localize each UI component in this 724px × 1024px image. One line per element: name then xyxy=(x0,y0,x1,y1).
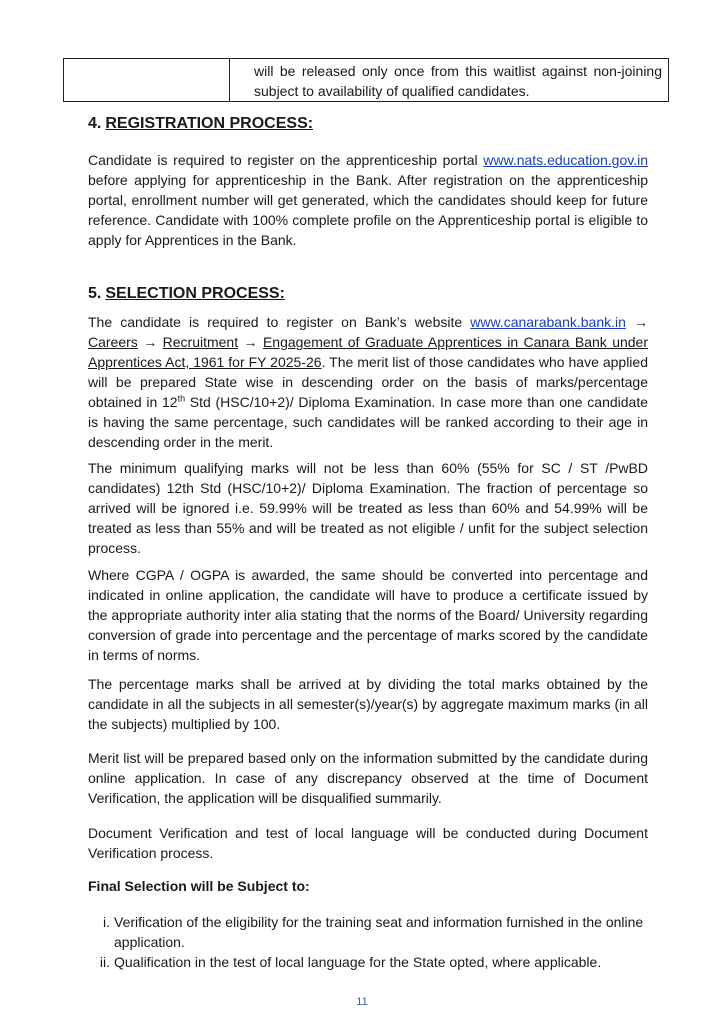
selection-heading xyxy=(88,284,648,304)
registration-paragraph xyxy=(88,150,648,250)
selection-paragraph-2: The minimum qualifying marks will not be less than 60% (55% for SC / ST /PwBD candidates) 12th Std (HSC/10+2)/ Diploma Examination. The fraction of percentage so arrived will be ignored i.e. 59.99% will be treated as less than 60% and 54.99% will be treated as less than 55% and will be treated as not eligible / unfit for the subject selection process. xyxy=(88,460,648,556)
list-item-text: Verification of the eligibility for the training seat and information furnished in the online application. xyxy=(114,914,644,950)
list-item-text: Qualification in the test of local language for the State opted, where applicable. xyxy=(114,954,602,970)
list-item xyxy=(88,952,648,972)
text: The candidate is required to register on Bank’s website xyxy=(88,314,471,330)
section-number: 5. xyxy=(88,285,102,302)
engagement-link[interactable]: Engagement of Graduate Apprentices in Canara Bank under Apprentices Act, 1961 for FY 2025-26 xyxy=(88,334,649,370)
nats-portal-link[interactable]: www.nats.education.gov.in xyxy=(483,152,648,168)
final-selection xyxy=(88,876,648,896)
selection-paragraph-4: The percentage marks shall be arrived at by dividing the total marks obtained by the candidate in all the subjects in all semester(s)/year(s) by aggregate maximum marks (in all the subjects) multiplied by 100. xyxy=(88,676,648,732)
table-cell-empty xyxy=(64,59,230,102)
selection-body xyxy=(88,312,648,452)
section-title: SELECTION PROCESS: xyxy=(105,285,285,302)
final-selection-list xyxy=(88,912,648,972)
recruitment-link[interactable]: Recruitment xyxy=(162,334,239,350)
list-item xyxy=(88,912,648,952)
text: . The merit list of those candidates who have applied will be prepared State wise in descending order on the basis of marks/percentage obtained in 12 xyxy=(88,354,648,410)
list-marker: ii. xyxy=(99,954,110,970)
selection-p6-wrap xyxy=(88,823,648,863)
superscript: th xyxy=(177,393,186,404)
selection-p4-wrap xyxy=(88,674,648,734)
selection-paragraph-5: Merit list will be prepared based only on the information submitted by the candidate during online application. In case of any discrepancy observed at the time of Document Verification, the application will be disqualified summarily. xyxy=(88,750,648,806)
final-selection-heading: Final Selection will be Subject to: xyxy=(88,878,310,894)
section-number: 4. xyxy=(88,115,102,132)
text: before applying for apprenticeship in the Bank. After registration on the apprenticeship portal, enrollment number will get generated, which the candidates should keep for future reference. Candidate with 100% complete profile on the Apprenticeship portal is eligible to apply for Apprentices in the Bank. xyxy=(88,172,648,248)
canarabank-website-link[interactable]: www.canarabank.bank.in xyxy=(470,314,626,330)
careers-link[interactable]: Careers xyxy=(88,334,138,350)
selection-p5-wrap xyxy=(88,748,648,808)
registration-section xyxy=(88,114,648,134)
page-number: 11 xyxy=(356,996,368,1008)
selection-section xyxy=(88,284,648,304)
list-marker: i. xyxy=(103,914,110,930)
selection-paragraph-3: Where CGPA / OGPA is awarded, the same should be converted into percentage and indicated in online application, the candidate will have to produce a certificate issued by the appropriate authority inter alia stating that the norms of the Board/ University regarding conversion of grade into percentage and the percentage of marks scored by the candidate in terms of norms. xyxy=(88,567,648,663)
table-cell-text: will be released only once from this waitlist against non-joining subject to availability of qualified candidates. xyxy=(230,59,669,102)
arrow-icon: → xyxy=(238,334,263,350)
selection-paragraph-6: Document Verification and test of local language will be conducted during Document Verification process. xyxy=(88,825,648,861)
text: Std (HSC/10+2)/ Diploma Examination. In case more than one candidate is having the same percentage, such candidates will be ranked according to their age in descending order in the merit. xyxy=(88,394,648,450)
section-title: REGISTRATION PROCESS: xyxy=(105,115,314,132)
waitlist-table xyxy=(63,58,669,102)
text: Candidate is required to register on the apprenticeship portal xyxy=(88,152,484,168)
registration-heading xyxy=(88,114,648,134)
selection-paragraph-1 xyxy=(88,312,648,452)
arrow-icon: → xyxy=(625,314,648,330)
registration-body xyxy=(88,150,648,250)
selection-p3-wrap xyxy=(88,565,648,665)
arrow-icon: → xyxy=(137,334,163,350)
table-row xyxy=(64,59,669,102)
selection-p2-wrap xyxy=(88,458,648,558)
